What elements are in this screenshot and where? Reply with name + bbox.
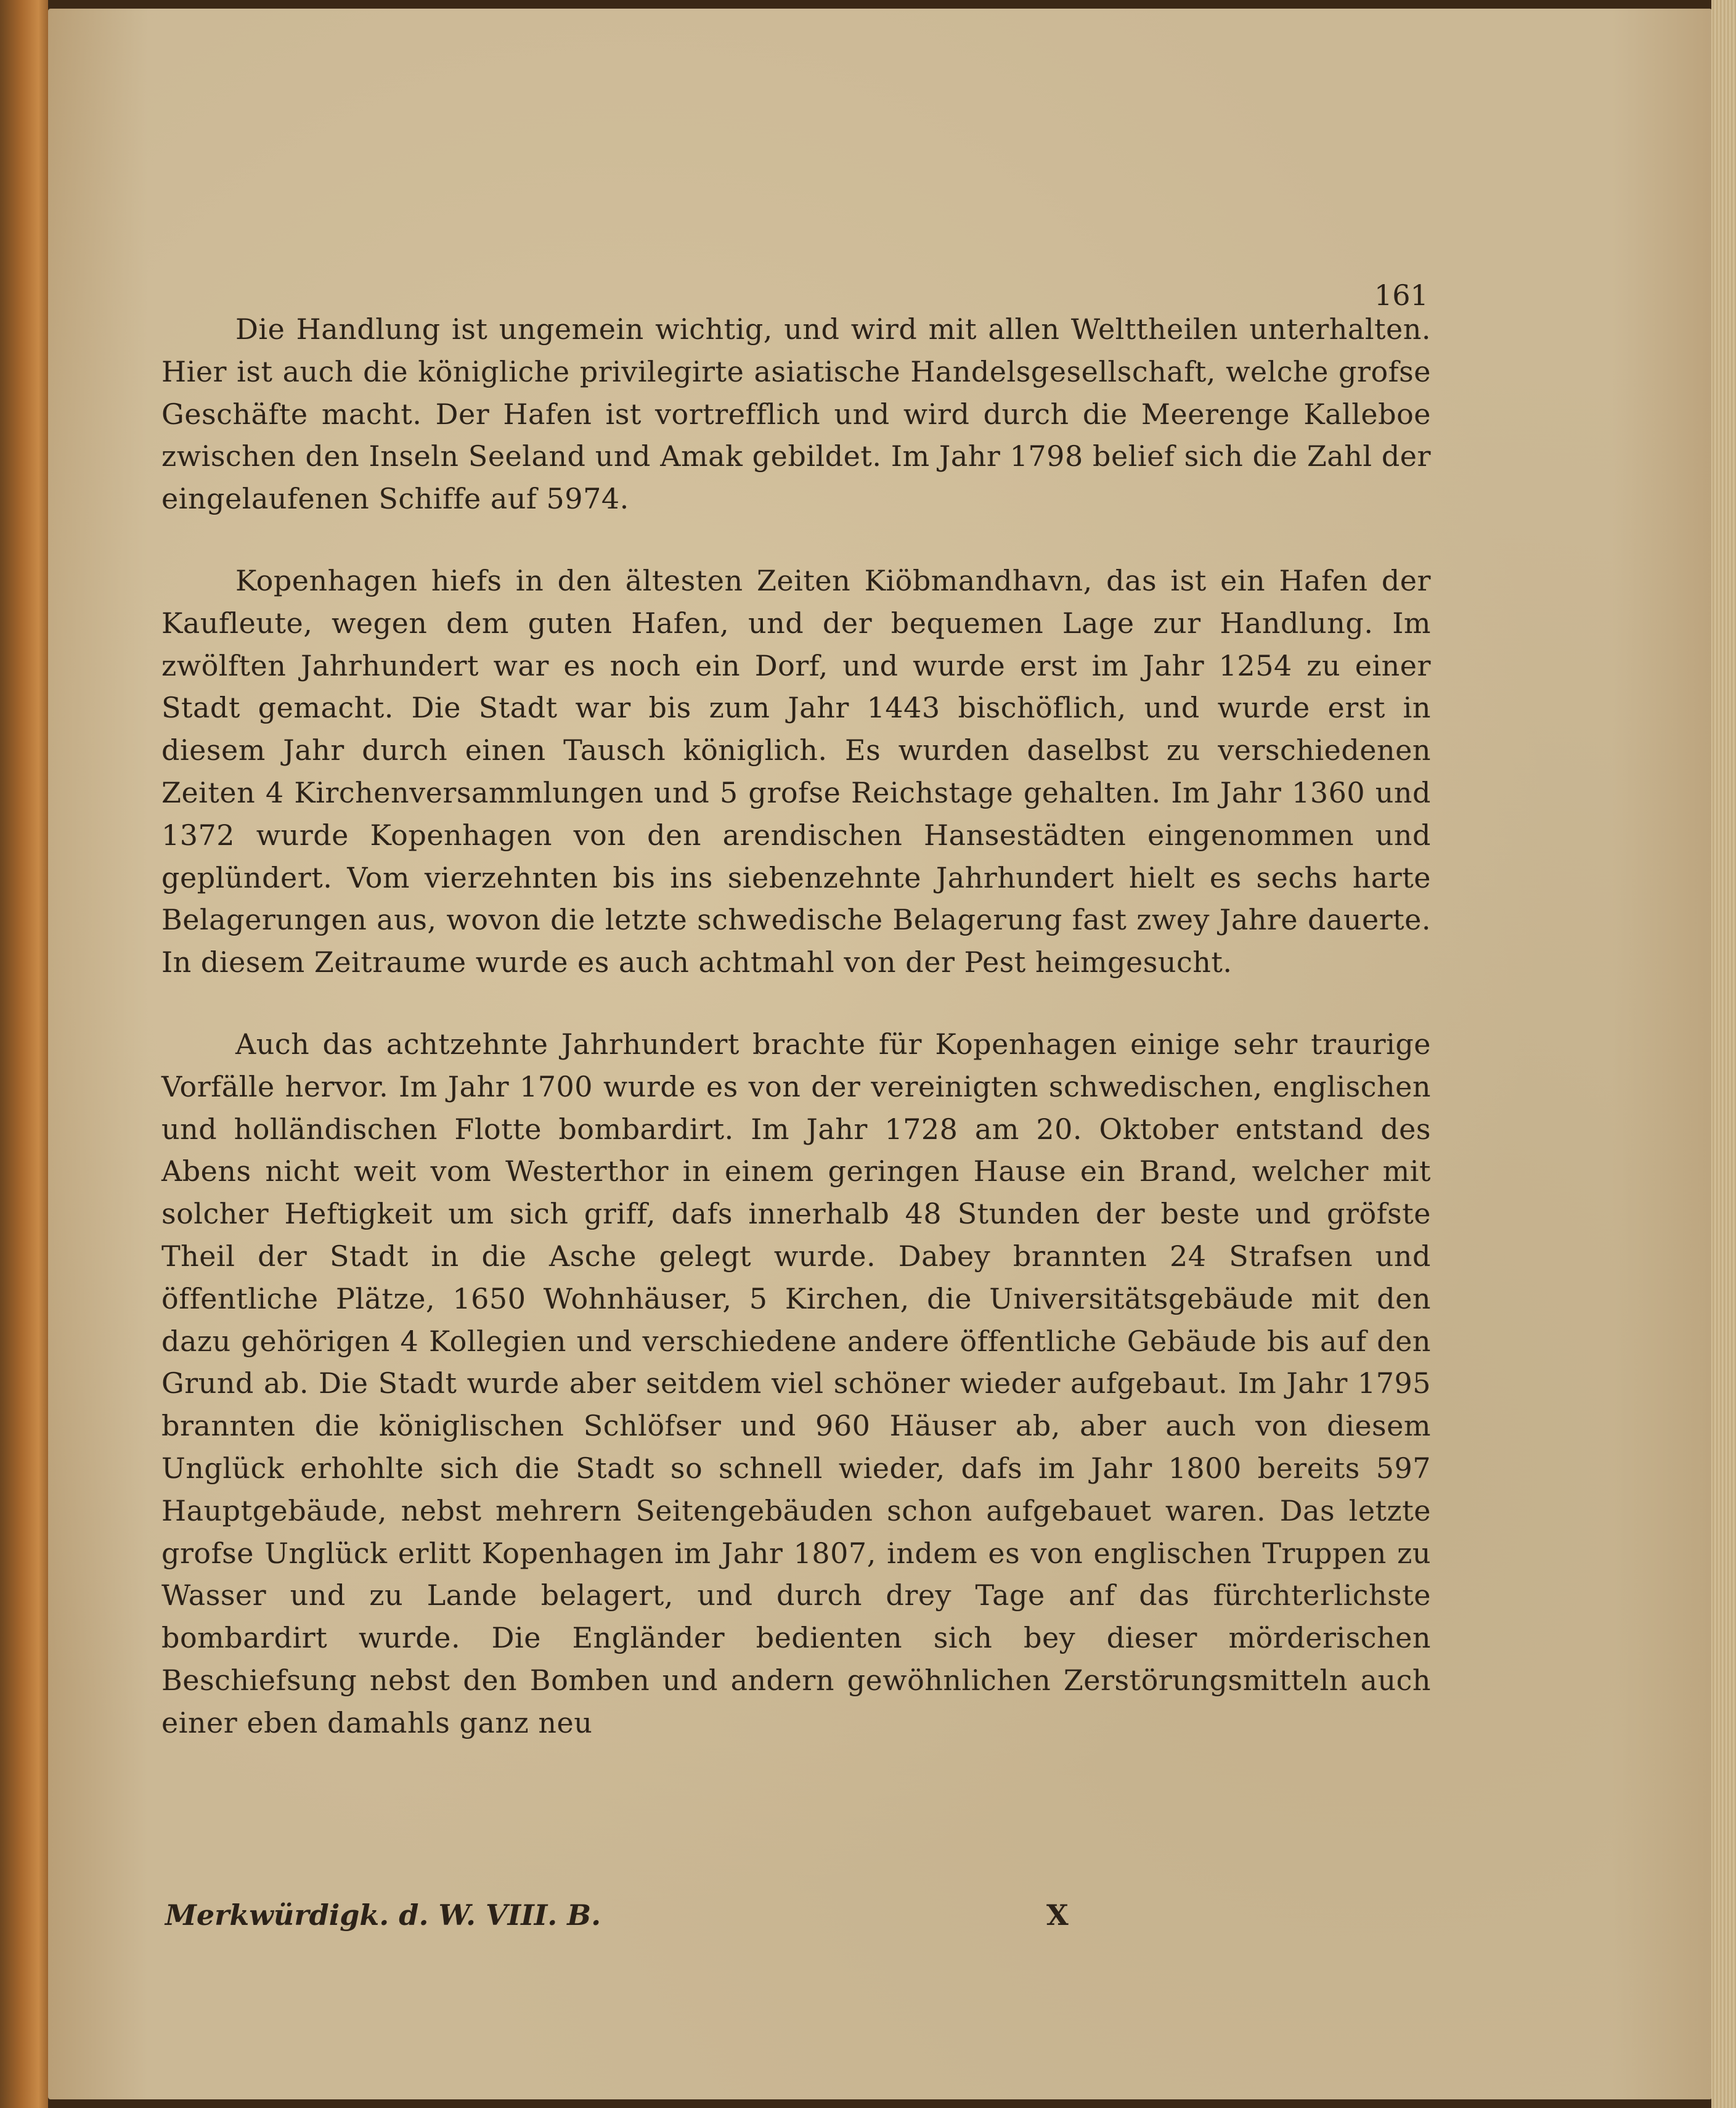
page-edges: [1711, 0, 1736, 2108]
footer-title: Merkwürdigk. d. W. VIII. B.: [165, 1898, 601, 1932]
book-spine: [0, 0, 48, 2108]
paragraph-history: Kopenhagen hiefs in den ältesten Zeiten Kiöbmandhavn, das ist ein Hafen der Kaufleute, wegen dem guten Hafen, und der bequemen Lage zur Handlung. Im zwölften Jahrhundert war es noch ein Dorf, und wurde erst im Jahr 1254 zu einer Stadt gemacht. Die Stadt war bis zum Jahr 1443 bischöflich, und wurde erst in diesem Jahr durch einen Tausch königlich. Es wurden daselbst zu verschiedenen Zeiten 4 Kirchenversammlungen und 5 grofse Reichstage gehalten. Im Jahr 1360 und 1372 wurde Kopenhagen von den arendischen Hansestädten eingenommen und geplündert. Vom vierzehnten bis ins siebenzehnte Jahrhundert hielt es sechs harte Belagerungen aus, wovon die letzte schwedische Belagerung fast zwey Jahre dauerte. In diesem Zeitraume wurde es auch achtmahl von der Pest heimgesucht.: [161, 563, 1431, 979]
paragraph-trade: Die Handlung ist ungemein wichtig, und wird mit allen Welttheilen unterhalten. Hier ist auch die königliche privilegirte asiatische Handelsgesellschaft, welche grofse Geschäfte macht. Der Hafen ist vortrefflich und wird durch die Meerenge Kalleboe zwischen den Inseln Seeland und Amak gebildet. Im Jahr 1798 belief sich die Zahl der eingelaufenen Schiffe auf 5974.: [161, 313, 1431, 516]
footer-signature-mark: X: [1046, 1898, 1069, 1932]
body-text: [161, 308, 1431, 1744]
paragraph-eighteenth-century: Auch das achtzehnte Jahrhundert brachte für Kopenhagen einige sehr traurige Vorfälle hervor. Im Jahr 1700 wurde es von der vereinigten schwedischen, englischen und holländischen Flotte bombardirt. Im Jahr 1728 am 20. Oktober entstand des Abens nicht weit vom Westerthor in einem geringen Hause ein Brand, welcher mit solcher Heftigkeit um sich griff, dafs innerhalb 48 Stunden der beste und gröfste Theil der Stadt in die Asche gelegt wurde. Dabey brannten 24 Strafsen und öffentliche Plätze, 1650 Wohnhäuser, 5 Kirchen, die Universitätsgebäude mit den dazu gehörigen 4 Kollegien und verschiedene andere öffentliche Gebäude bis auf den Grund ab. Die Stadt wurde aber seitdem viel schöner wieder aufgebaut. Im Jahr 1795 brannten die königlischen Schlöfser und 960 Häuser ab, aber auch von diesem Unglück erhohlte sich die Stadt so schnell wieder, dafs im Jahr 1800 bereits 597 Hauptgebäude, nebst mehrern Seitengebäuden schon aufgebauet waren. Das letzte grofse Unglück erlitt Kopenhagen im Jahr 1807, indem es von englischen Truppen zu Wasser und zu Lande belagert, und durch drey Tage anf das fürchterlichste bombardirt wurde. Die Engländer bedienten sich bey dieser mörderischen Beschiefsung nebst den Bomben und andern gewöhnlichen Zerstörungsmitteln auch einer eben damahls ganz neu: [161, 1027, 1431, 1739]
page-number: 161: [1374, 279, 1428, 312]
